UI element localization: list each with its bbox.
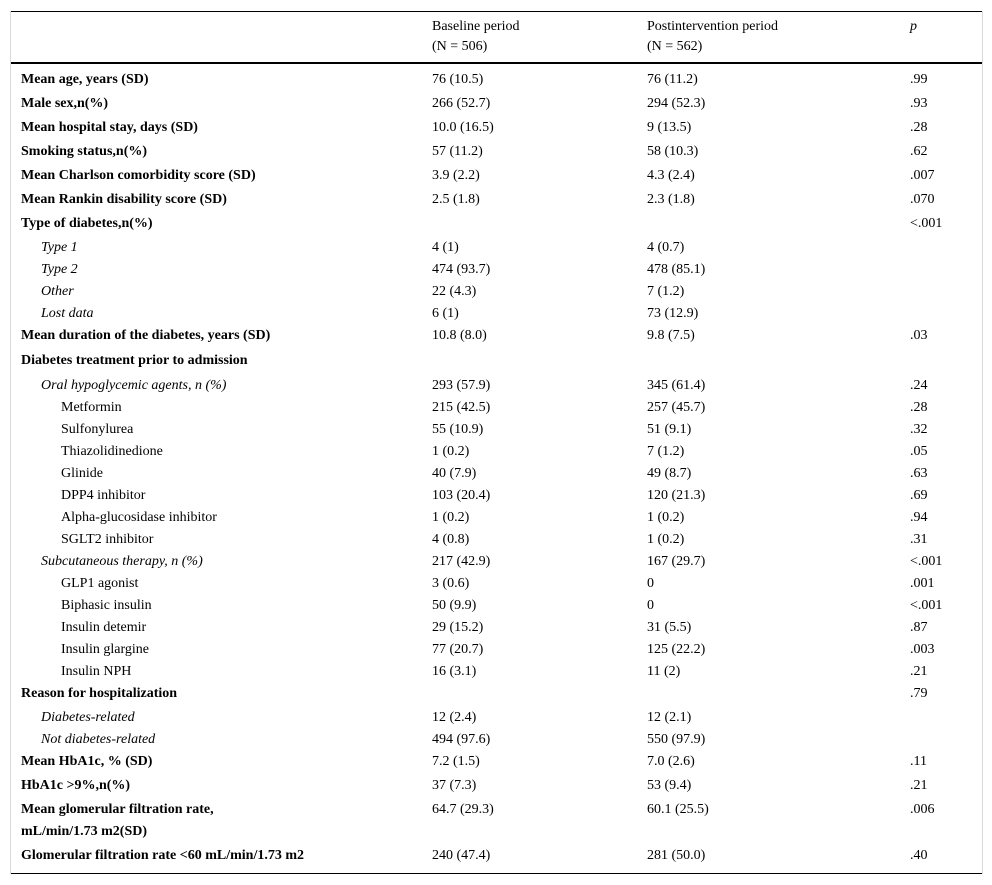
table-bottom-rule [11, 873, 982, 874]
table-row [11, 795, 982, 841]
row-label: Mean Rankin disability score (SD) [21, 192, 227, 207]
row-label: Type 2 [41, 262, 78, 277]
row-label: Subcutaneous therapy, n (%) [41, 554, 203, 569]
row-label: GLP1 agonist [61, 576, 139, 591]
baseline-value: 37 (7.3) [432, 778, 477, 793]
table-row [11, 185, 982, 209]
postintervention-value: 11 (2) [647, 664, 681, 679]
p-value: .21 [910, 778, 928, 793]
p-value: .001 [910, 576, 935, 591]
postintervention-value: 550 (97.9) [647, 732, 706, 747]
baseline-value: 22 (4.3) [432, 284, 477, 299]
row-label: Reason for hospitalization [21, 686, 178, 701]
p-value: .28 [910, 120, 928, 135]
row-label: Smoking status,n(%) [21, 144, 148, 159]
baseline-value: 4 (1) [432, 240, 459, 255]
postintervention-value: 4.3 (2.4) [647, 168, 695, 183]
row-label-continued: mL/min/1.73 m2(SD) [21, 824, 147, 839]
row-label: Mean hospital stay, days (SD) [21, 120, 198, 135]
row-label: Biphasic insulin [61, 598, 152, 613]
table-row [11, 89, 982, 113]
baseline-value: 29 (15.2) [432, 620, 484, 635]
table-row [11, 321, 982, 346]
baseline-value: 217 (42.9) [432, 554, 491, 569]
baseline-value: 77 (20.7) [432, 642, 484, 657]
row-label: Oral hypoglycemic agents, n (%) [41, 378, 227, 393]
p-value: .94 [910, 510, 928, 525]
table-row [11, 569, 982, 591]
baseline-value: 3.9 (2.2) [432, 168, 480, 183]
baseline-value: 10.8 (8.0) [432, 328, 487, 343]
baseline-value: 55 (10.9) [432, 422, 484, 437]
table-row [11, 415, 982, 437]
row-label: Alpha-glucosidase inhibitor [61, 510, 217, 525]
column-header-baseline [432, 17, 519, 57]
baseline-value: 240 (47.4) [432, 848, 491, 863]
postintervention-value: 7.0 (2.6) [647, 754, 695, 769]
table-row [11, 591, 982, 613]
table-row [11, 703, 982, 725]
p-value: .63 [910, 466, 928, 481]
baseline-n: (N = 506) [432, 39, 488, 54]
table-row [11, 657, 982, 679]
row-label: Male sex,n(%) [21, 96, 109, 111]
p-value: .28 [910, 400, 928, 415]
row-label: Lost data [41, 306, 94, 321]
baseline-value: 2.5 (1.8) [432, 192, 480, 207]
header-rule [11, 62, 982, 64]
p-value: <.001 [910, 216, 943, 231]
postintervention-value: 478 (85.1) [647, 262, 706, 277]
p-value: .070 [910, 192, 935, 207]
postintervention-value: 2.3 (1.8) [647, 192, 695, 207]
row-label: SGLT2 inhibitor [61, 532, 154, 547]
row-label: Thiazolidinedione [61, 444, 163, 459]
baseline-value: 10.0 (16.5) [432, 120, 494, 135]
baseline-value: 215 (42.5) [432, 400, 491, 415]
table-row [11, 503, 982, 525]
postintervention-value: 120 (21.3) [647, 488, 706, 503]
postintervention-value: 4 (0.7) [647, 240, 685, 255]
postintervention-value: 167 (29.7) [647, 554, 706, 569]
postintervention-value: 7 (1.2) [647, 284, 685, 299]
baseline-value: 76 (10.5) [432, 72, 484, 87]
column-header-p: p [910, 19, 917, 34]
row-label: Mean age, years (SD) [21, 72, 149, 87]
row-label: Mean Charlson comorbidity score (SD) [21, 168, 256, 183]
baseline-label: Baseline period [432, 19, 520, 34]
postintervention-value: 281 (50.0) [647, 848, 706, 863]
postintervention-value: 294 (52.3) [647, 96, 706, 111]
table-row [11, 725, 982, 747]
table-row [11, 161, 982, 185]
p-value: .006 [910, 802, 935, 817]
baseline-value: 6 (1) [432, 306, 459, 321]
row-label: HbA1c >9%,n(%) [21, 778, 131, 793]
p-value: .11 [910, 754, 927, 769]
baseline-value: 494 (97.6) [432, 732, 491, 747]
baseline-value: 266 (52.7) [432, 96, 491, 111]
row-label: Type of diabetes,n(%) [21, 216, 153, 231]
postintervention-value: 60.1 (25.5) [647, 802, 709, 817]
table-row [11, 679, 982, 703]
table-row [11, 113, 982, 137]
table-row [11, 771, 982, 795]
baseline-value: 50 (9.9) [432, 598, 477, 613]
postintervention-value: 7 (1.2) [647, 444, 685, 459]
p-value: .79 [910, 686, 928, 701]
table-row [11, 547, 982, 569]
postintervention-value: 345 (61.4) [647, 378, 706, 393]
baseline-value: 57 (11.2) [432, 144, 483, 159]
table-row [11, 437, 982, 459]
table-row [11, 613, 982, 635]
table-top-rule [11, 11, 982, 12]
table-row [11, 635, 982, 657]
row-label: Mean HbA1c, % (SD) [21, 754, 153, 769]
table-row [11, 299, 982, 321]
p-value: .99 [910, 72, 928, 87]
table-row [11, 277, 982, 299]
baseline-value: 16 (3.1) [432, 664, 477, 679]
postintervention-value: 0 [647, 576, 654, 591]
p-value: .007 [910, 168, 935, 183]
p-value: .21 [910, 664, 928, 679]
row-label: Not diabetes-related [41, 732, 156, 747]
baseline-value: 1 (0.2) [432, 444, 470, 459]
p-value: <.001 [910, 554, 943, 569]
table-row [11, 393, 982, 415]
postintervention-value: 12 (2.1) [647, 710, 692, 725]
baseline-value: 103 (20.4) [432, 488, 491, 503]
row-label: Insulin detemir [61, 620, 147, 635]
postintervention-value: 76 (11.2) [647, 72, 698, 87]
postintervention-value: 257 (45.7) [647, 400, 706, 415]
baseline-value: 293 (57.9) [432, 378, 491, 393]
table-row [11, 209, 982, 233]
table-row [11, 255, 982, 277]
postintervention-value: 58 (10.3) [647, 144, 699, 159]
postintervention-value: 1 (0.2) [647, 510, 685, 525]
postintervention-value: 51 (9.1) [647, 422, 692, 437]
table-row [11, 481, 982, 503]
column-header-postintervention [647, 17, 778, 57]
postintervention-value: 9 (13.5) [647, 120, 692, 135]
p-value: .24 [910, 378, 928, 393]
post-label: Postintervention period [647, 19, 779, 34]
row-label: Mean duration of the diabetes, years (SD) [21, 328, 271, 343]
row-label: Diabetes-related [41, 710, 135, 725]
p-value: .05 [910, 444, 928, 459]
row-label: Insulin NPH [61, 664, 132, 679]
row-label: Diabetes treatment prior to admission [21, 353, 248, 368]
table-row [11, 459, 982, 481]
p-value: <.001 [910, 598, 943, 613]
baseline-value: 40 (7.9) [432, 466, 477, 481]
baseline-value: 1 (0.2) [432, 510, 470, 525]
row-label: Type 1 [41, 240, 78, 255]
p-value: .32 [910, 422, 928, 437]
p-value: .87 [910, 620, 928, 635]
characteristics-table [10, 11, 983, 874]
table-row [11, 346, 982, 371]
row-label: Glinide [61, 466, 103, 481]
p-value: .62 [910, 144, 928, 159]
postintervention-value: 9.8 (7.5) [647, 328, 695, 343]
p-value: .93 [910, 96, 928, 111]
p-value: .03 [910, 328, 928, 343]
row-label: Metformin [61, 400, 122, 415]
row-label: Insulin glargine [61, 642, 150, 657]
table-row [11, 371, 982, 393]
baseline-value: 12 (2.4) [432, 710, 477, 725]
postintervention-value: 49 (8.7) [647, 466, 692, 481]
table-row [11, 137, 982, 161]
postintervention-value: 0 [647, 598, 654, 613]
baseline-value: 4 (0.8) [432, 532, 470, 547]
postintervention-value: 1 (0.2) [647, 532, 685, 547]
table-row [11, 525, 982, 547]
baseline-value: 64.7 (29.3) [432, 802, 494, 817]
table-row [11, 747, 982, 771]
table-row [11, 841, 982, 865]
post-n: (N = 562) [647, 39, 703, 54]
row-label: DPP4 inhibitor [61, 488, 146, 503]
row-label: Sulfonylurea [61, 422, 134, 437]
table-row [11, 233, 982, 255]
row-label: Other [41, 284, 74, 299]
postintervention-value: 31 (5.5) [647, 620, 692, 635]
row-label: Glomerular filtration rate <60 mL/min/1.73 m2 [21, 848, 305, 863]
p-value: .003 [910, 642, 935, 657]
table-body [11, 65, 982, 865]
baseline-value: 474 (93.7) [432, 262, 491, 277]
baseline-value: 7.2 (1.5) [432, 754, 480, 769]
postintervention-value: 73 (12.9) [647, 306, 699, 321]
baseline-value: 3 (0.6) [432, 576, 470, 591]
postintervention-value: 125 (22.2) [647, 642, 706, 657]
p-value: .40 [910, 848, 928, 863]
p-value: .31 [910, 532, 928, 547]
table-row [11, 65, 982, 89]
row-label: Mean glomerular filtration rate, [21, 802, 214, 817]
p-value: .69 [910, 488, 928, 503]
postintervention-value: 53 (9.4) [647, 778, 692, 793]
